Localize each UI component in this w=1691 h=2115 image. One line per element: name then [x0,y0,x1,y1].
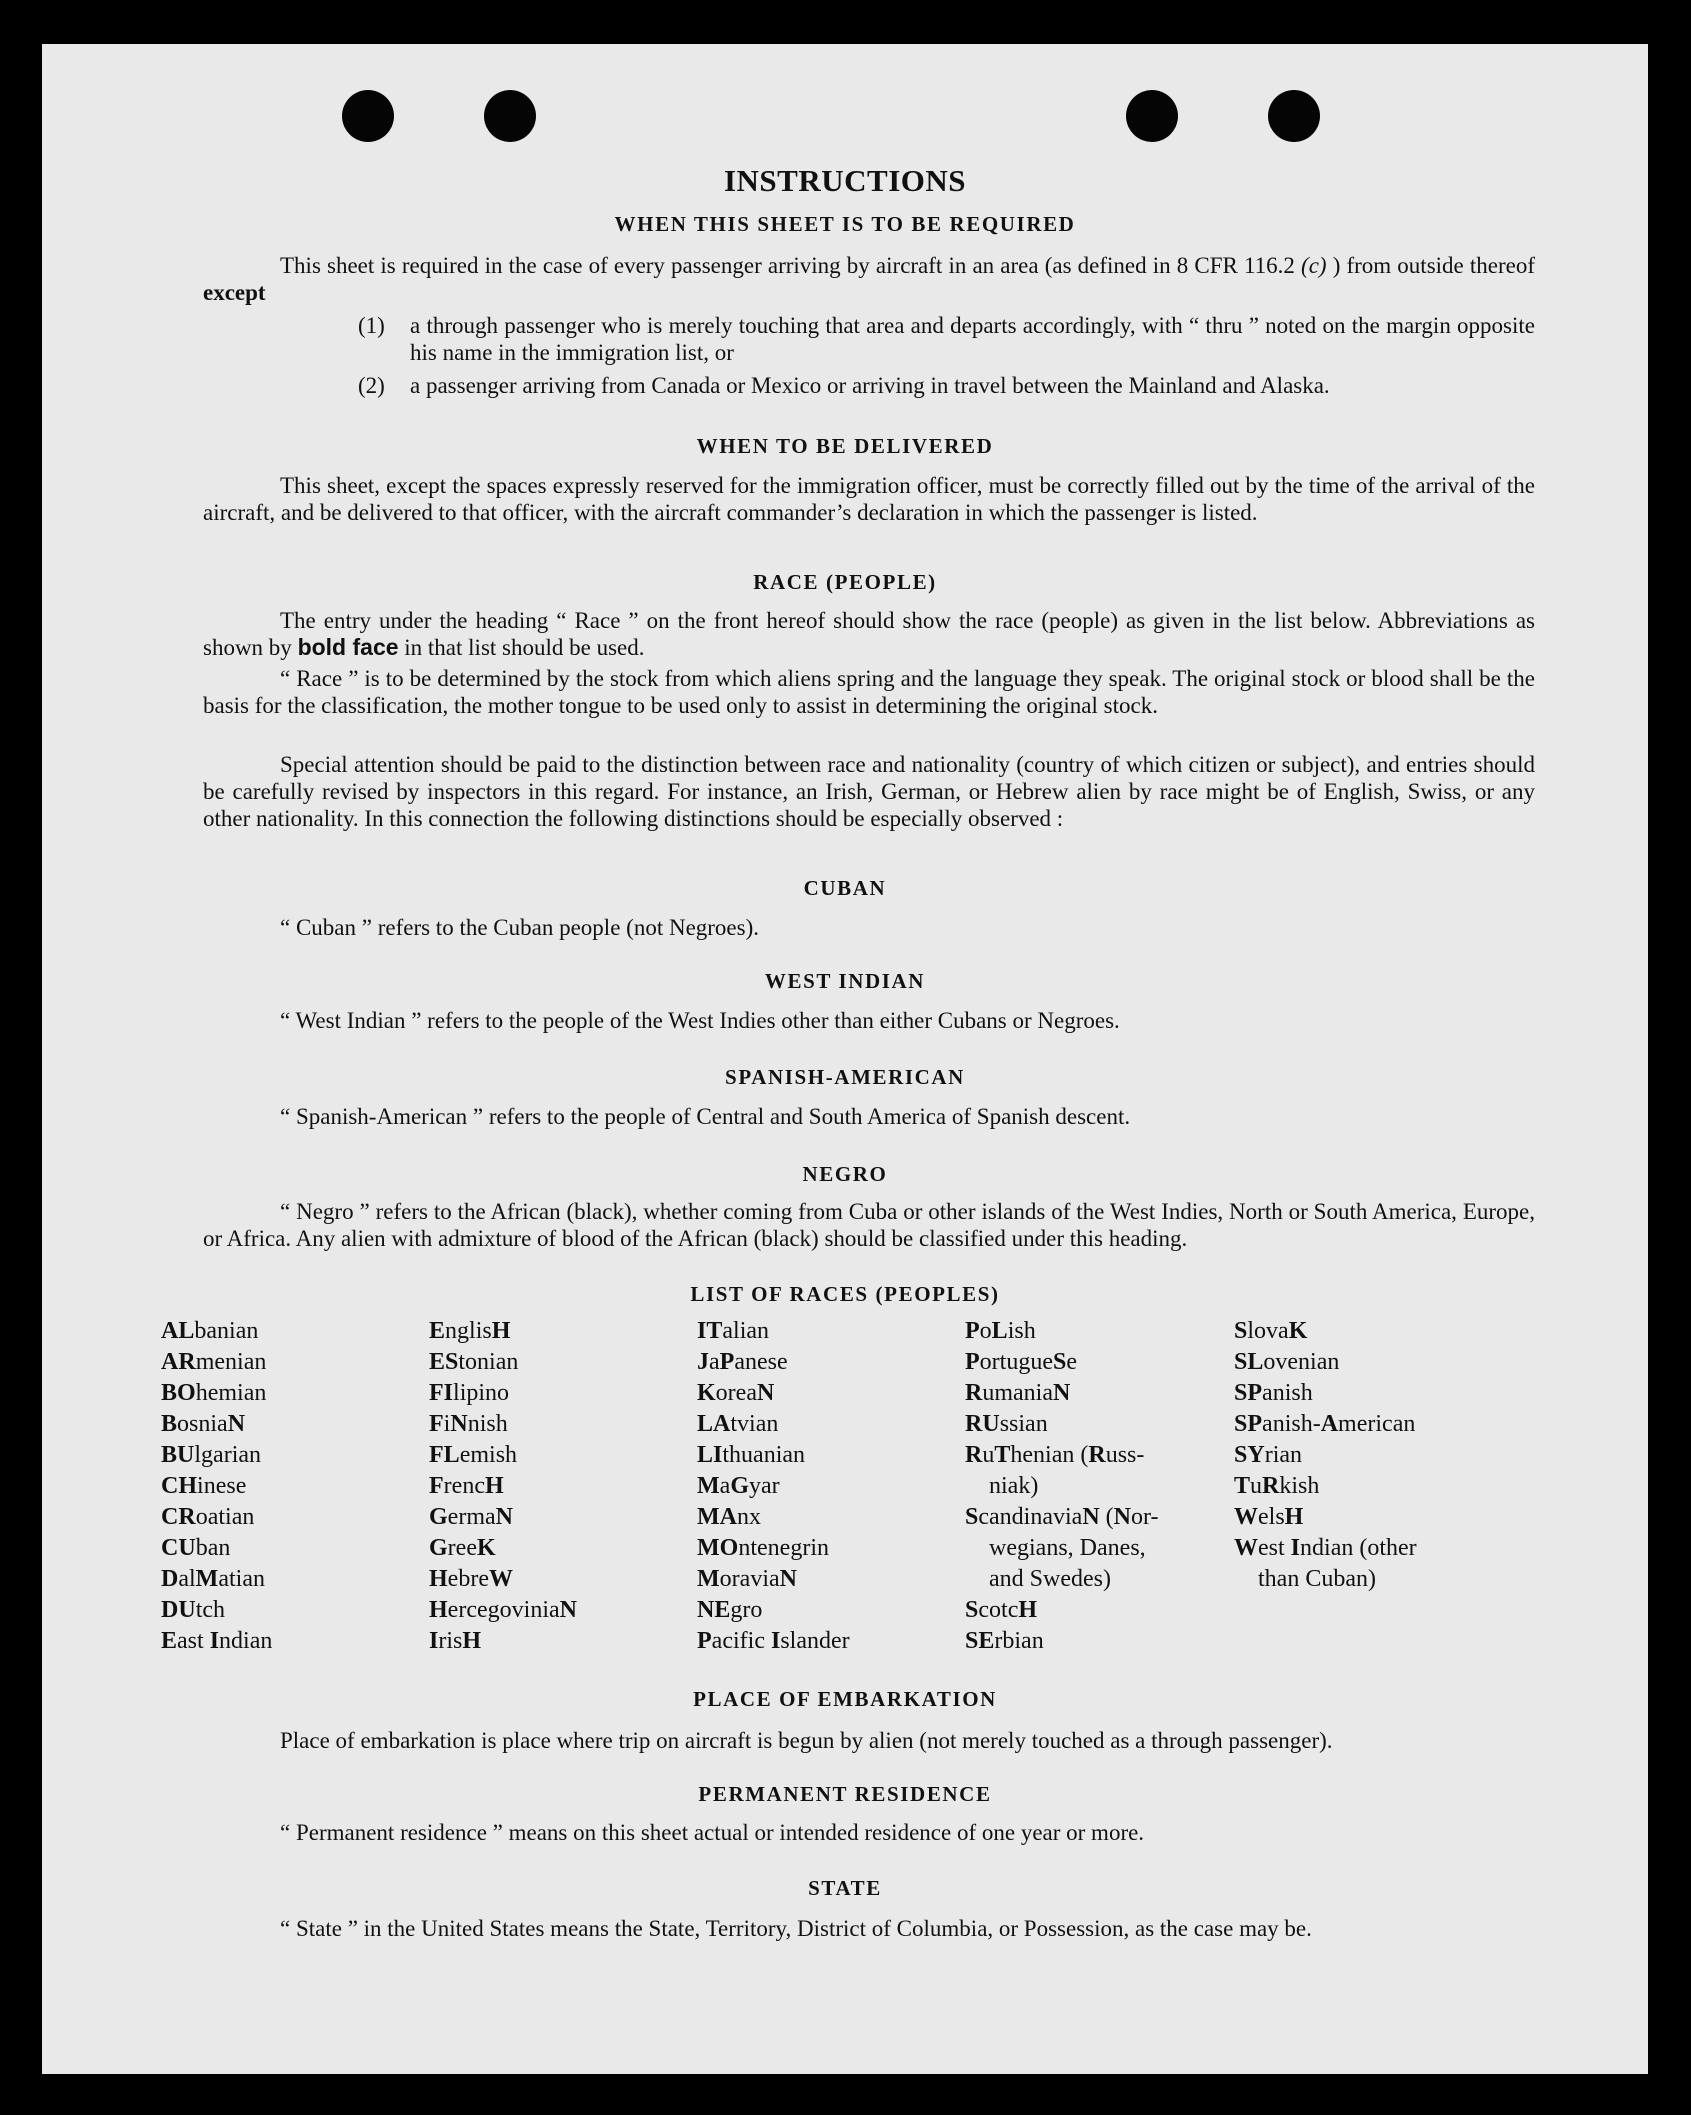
race-item: FrencH [429,1473,504,1499]
race-item: GermaN [429,1504,513,1530]
heading-embarkation: PLACE OF EMBARKATION [693,1687,997,1711]
heading-cuban: CUBAN [803,876,887,900]
race-item: SLovenian [1234,1349,1340,1375]
race-item: LIthuanian [697,1442,806,1468]
race-item: SYrian [1234,1442,1303,1468]
heading-negro: NEGRO [802,1162,888,1186]
permanent-residence-text: “ Permanent residence ” means on this sheet actual or intended residence of one year or more. [280,1820,1145,1845]
race-item: NEgro [697,1597,763,1623]
heading-permanent-residence: PERMANENT RESIDENCE [698,1782,992,1806]
heading-west-indian: WEST INDIAN [764,969,926,993]
document-page [42,44,1648,2074]
race-item: LAtvian [697,1411,779,1437]
race-item: ScandinaviaN (Nor- [965,1504,1159,1530]
race-item: FLemish [429,1442,518,1468]
race-item: FiNnish [429,1411,508,1437]
when-delivered-text: This sheet, except the spaces expressly reserved for the immigration officer, must be correctly filled out by the time of the arrival of the aircraft, and be delivered to that officer, with the aircraft commander’s declaration in which the passenger is listed. [203,473,1535,525]
race-item: MoraviaN [697,1566,797,1592]
embarkation-text: Place of embarkation is place where trip on aircraft is begun by alien (not merely touched as a through passenger). [280,1728,1333,1753]
race-item: JaPanese [697,1349,788,1375]
race-item: ITalian [697,1318,770,1344]
punch-hole [1126,90,1178,142]
heading-spanish-american: SPANISH-AMERICAN [725,1065,965,1089]
when-required-item-2: (2) a passenger arriving from Canada or Mexico or arriving in travel between the Mainland and Alaska. [358,373,1330,398]
race-item: MAnx [697,1504,761,1530]
heading-race: RACE (PEOPLE) [753,570,937,594]
race-item: SPanish [1234,1380,1313,1406]
when-required-intro: This sheet is required in the case of every passenger arriving by aircraft in an area (as defined in 8 CFR 116.2 (c) ) from outside thereof except [203,253,1536,305]
when-required-item-1: (1) a through passenger who is merely touching that area and departs accordingly, with “ thru ” noted on the margin opposite his name in the immigration list, or [358,313,1535,365]
race-item: RuThenian (Russ- [965,1442,1145,1468]
race-item: WelsH [1234,1504,1304,1530]
cuban-text: “ Cuban ” refers to the Cuban people (not Negroes). [280,915,760,940]
punch-hole [342,90,394,142]
race-item: IrisH [429,1628,482,1654]
negro-text: “ Negro ” refers to the African (black), whether coming from Cuba or other islands of the West Indies, North or South America, Europe, or Africa. Any alien with admixture of blood of the African (black) should be classified under this heading. [203,1199,1535,1251]
race-item: East Indian [161,1628,273,1654]
race-item: West Indian (other [1234,1535,1417,1561]
heading-list-of-races: LIST OF RACES (PEOPLES) [690,1282,1000,1306]
race-item: SlovaK [1234,1318,1308,1344]
race-item: CRoatian [161,1504,255,1530]
race-item: Pacific Islander [697,1628,850,1654]
race-item: FIlipino [429,1380,510,1406]
west-indian-text: “ West Indian ” refers to the people of the West Indies other than either Cubans or Negroes. [280,1008,1120,1033]
race-item: MaGyar [697,1473,780,1499]
race-item: DalMatian [161,1566,265,1592]
race-item: wegians, Danes, [989,1535,1146,1561]
race-column [429,1316,577,1657]
race-item: BUlgarian [161,1442,262,1468]
heading-when-required: WHEN THIS SHEET IS TO BE REQUIRED [614,212,1076,236]
race-column [1234,1316,1417,1595]
race-item: CUban [161,1535,231,1561]
race-item: EStonian [429,1349,519,1375]
race-item: EnglisH [429,1318,511,1344]
race-item: BosniaN [161,1411,246,1437]
race-item: PortugueSe [965,1349,1078,1375]
page-title: INSTRUCTIONS [723,163,966,198]
race-item: ALbanian [161,1318,259,1344]
race-item: MOntenegrin [697,1535,829,1561]
race-item: HebreW [429,1566,513,1592]
race-item: HercegoviniaN [429,1597,577,1623]
race-item: CHinese [161,1473,247,1499]
race-paragraph-3: Special attention should be paid to the distinction between race and nationality (country of which citizen or subject), and entries should be carefully revised by inspectors in this regard. For instance, an Irish, German, or Hebrew alien by race might be of English, Swiss, or any other nationality. In this connection the following distinctions should be especially observed : [203,752,1535,831]
race-item: RUssian [965,1411,1048,1437]
race-item: DUtch [161,1597,226,1623]
race-paragraph-2: “ Race ” is to be determined by the stock from which aliens spring and the language they speak. The original stock or blood shall be the basis for the classification, the mother tongue to be used only to assist in determining the original stock. [203,666,1535,718]
race-item: TuRkish [1234,1473,1320,1499]
race-item: KoreaN [697,1380,775,1406]
race-item: niak) [989,1473,1039,1499]
race-item: SErbian [965,1628,1044,1654]
race-item: PoLish [965,1318,1036,1344]
spanish-american-text: “ Spanish-American ” refers to the people of Central and South America of Spanish descent. [280,1104,1131,1129]
race-item: GreeK [429,1535,496,1561]
race-item: than Cuban) [1258,1566,1376,1592]
punch-hole [1268,90,1320,142]
race-column [965,1316,1159,1657]
race-item: ARmenian [161,1349,267,1375]
state-text: “ State ” in the United States means the State, Territory, District of Columbia, or Possession, as the case may be. [280,1916,1312,1941]
race-paragraph-1: The entry under the heading “ Race ” on the front hereof should show the race (people) as given in the list below. Abbreviations as shown by bold face in that list should be used. [203,608,1535,660]
race-item: RumaniaN [965,1380,1071,1406]
race-item: ScotcH [965,1597,1038,1623]
race-item: SPanish-American [1234,1411,1416,1437]
race-column [161,1316,272,1657]
race-column [697,1316,850,1657]
heading-state: STATE [808,1876,882,1900]
race-item: and Swedes) [989,1566,1112,1592]
race-item: BOhemian [161,1380,267,1406]
heading-when-delivered: WHEN TO BE DELIVERED [696,434,994,458]
punch-hole [484,90,536,142]
